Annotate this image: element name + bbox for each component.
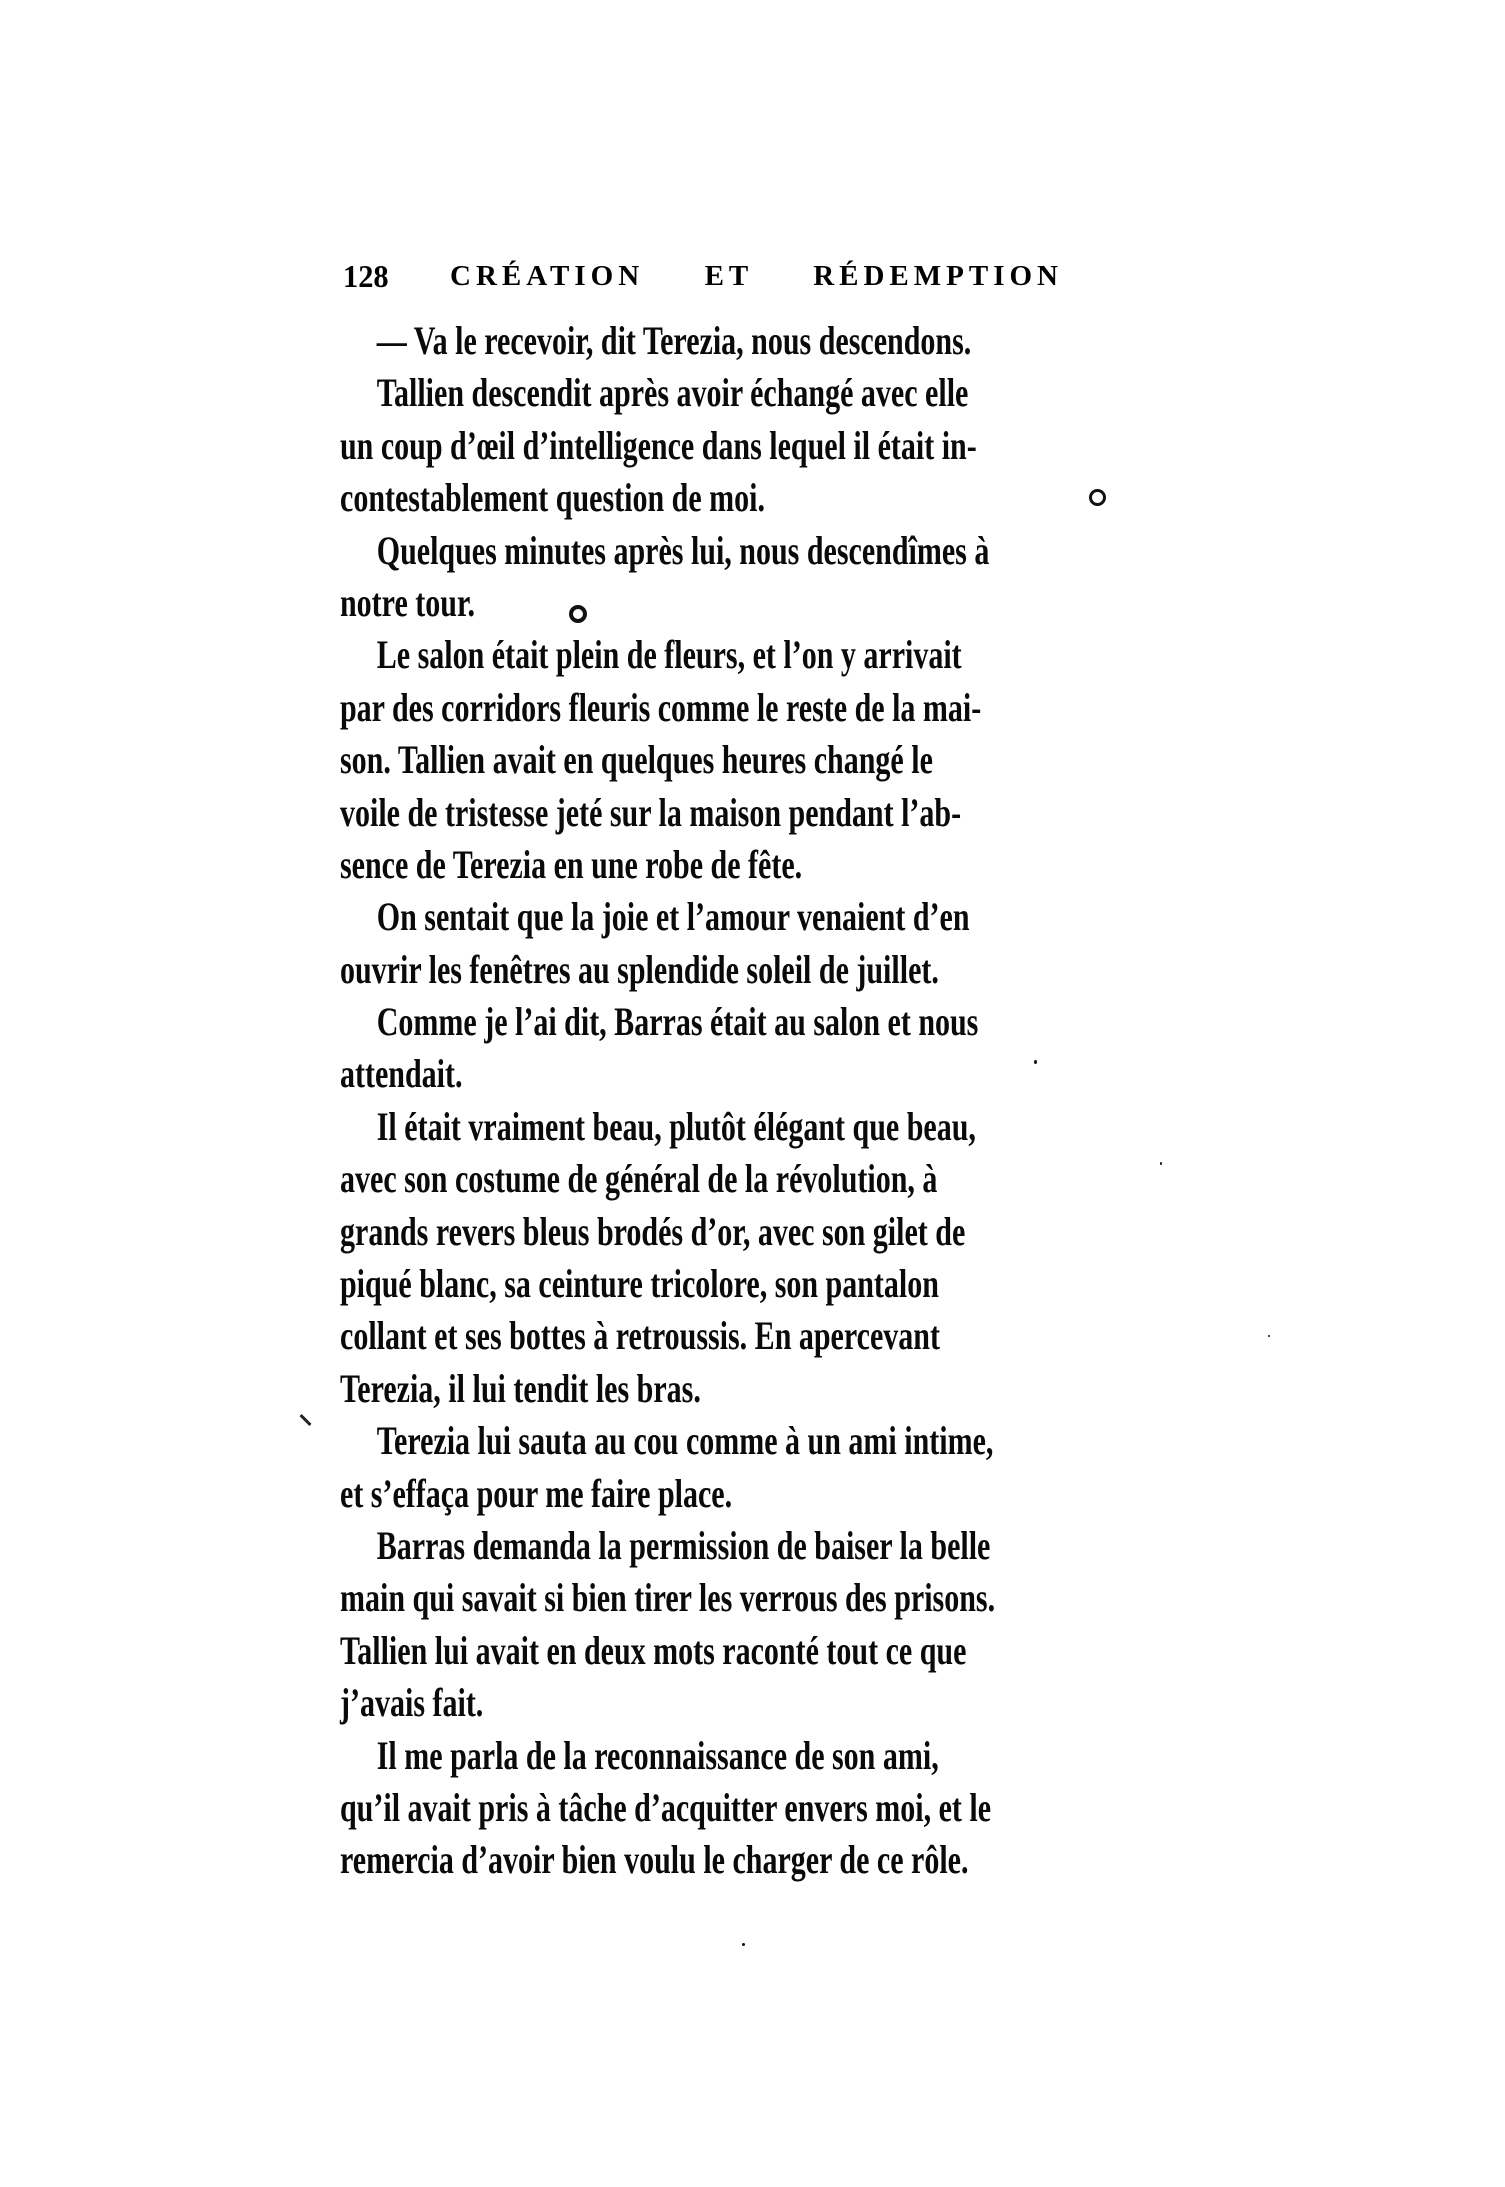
running-head	[343, 258, 1103, 298]
text-line: collant et ses bottes à retroussis. En apercevant	[340, 1313, 940, 1359]
text-line: voile de tristesse jeté sur la maison pendant l’ab-	[340, 789, 962, 835]
text-line: un coup d’œil d’intelligence dans lequel il était in-	[340, 422, 977, 468]
text-line: et s’effaça pour me faire place.	[340, 1470, 733, 1516]
text-line: Terezia lui sauta au cou comme à un ami intime,	[376, 1418, 994, 1464]
text-line: — Va le recevoir, dit Terezia, nous descendons.	[376, 318, 972, 363]
text-line: ouvrir les fenêtres au splendide soleil de juillet.	[340, 946, 939, 992]
text-line: sence de Terezia en une robe de fête.	[340, 841, 803, 887]
text-line: On sentait que la joie et l’amour venaient d’en	[376, 894, 970, 940]
text-line: contestablement question de moi.	[340, 475, 765, 521]
text-line: Terezia, il lui tendit les bras.	[340, 1365, 701, 1411]
text-line: Il me parla de la reconnaissance de son ami,	[376, 1732, 939, 1778]
text-line: Quelques minutes après lui, nous descendîmes à	[376, 527, 990, 573]
text-line: avec son costume de général de la révolution, à	[340, 1156, 938, 1202]
text-line: piqué blanc, sa ceinture tricolore, son pantalon	[340, 1261, 939, 1307]
print-speck-ring	[1089, 489, 1106, 506]
text-line: Barras demanda la permission de baiser la belle	[376, 1522, 991, 1568]
text-line: Tallien descendit après avoir échangé avec elle	[376, 370, 969, 416]
text-line: Il était vraiment beau, plutôt élégant que beau,	[376, 1103, 976, 1149]
print-speck-dot	[1160, 1162, 1162, 1165]
text-line: son. Tallien avait en quelques heures changé le	[340, 737, 933, 783]
text-line: qu’il avait pris à tâche d’acquitter envers moi, et le	[340, 1784, 992, 1830]
text-line: Le salon était plein de fleurs, et l’on y arrivait	[376, 632, 962, 678]
print-speck-ring	[569, 605, 587, 623]
text-line: Tallien lui avait en deux mots raconté tout ce que	[340, 1627, 967, 1673]
print-speck-tick	[299, 1414, 311, 1426]
print-speck-dot	[1268, 1335, 1270, 1337]
text-line: notre tour.	[340, 579, 475, 625]
text-line: par des corridors fleuris comme le reste de la mai-	[340, 684, 982, 730]
running-head-title: CRÉATION ET RÉDEMPTION	[450, 260, 1063, 292]
text-line: j’avais fait.	[340, 1680, 484, 1726]
text-line: main qui savait si bien tirer les verrous des prisons.	[340, 1575, 996, 1621]
text-line: remercia d’avoir bien voulu le charger de ce rôle.	[340, 1837, 969, 1883]
print-speck-dot	[742, 1943, 745, 1946]
page-number: 128	[343, 258, 389, 294]
text-line: attendait.	[340, 1051, 463, 1097]
body-text	[340, 315, 1182, 1887]
print-speck-dot	[1034, 1060, 1037, 1064]
text-line: grands revers bleus brodés d’or, avec son gilet de	[340, 1208, 966, 1254]
text-line: Comme je l’ai dit, Barras était au salon et nous	[376, 999, 979, 1045]
